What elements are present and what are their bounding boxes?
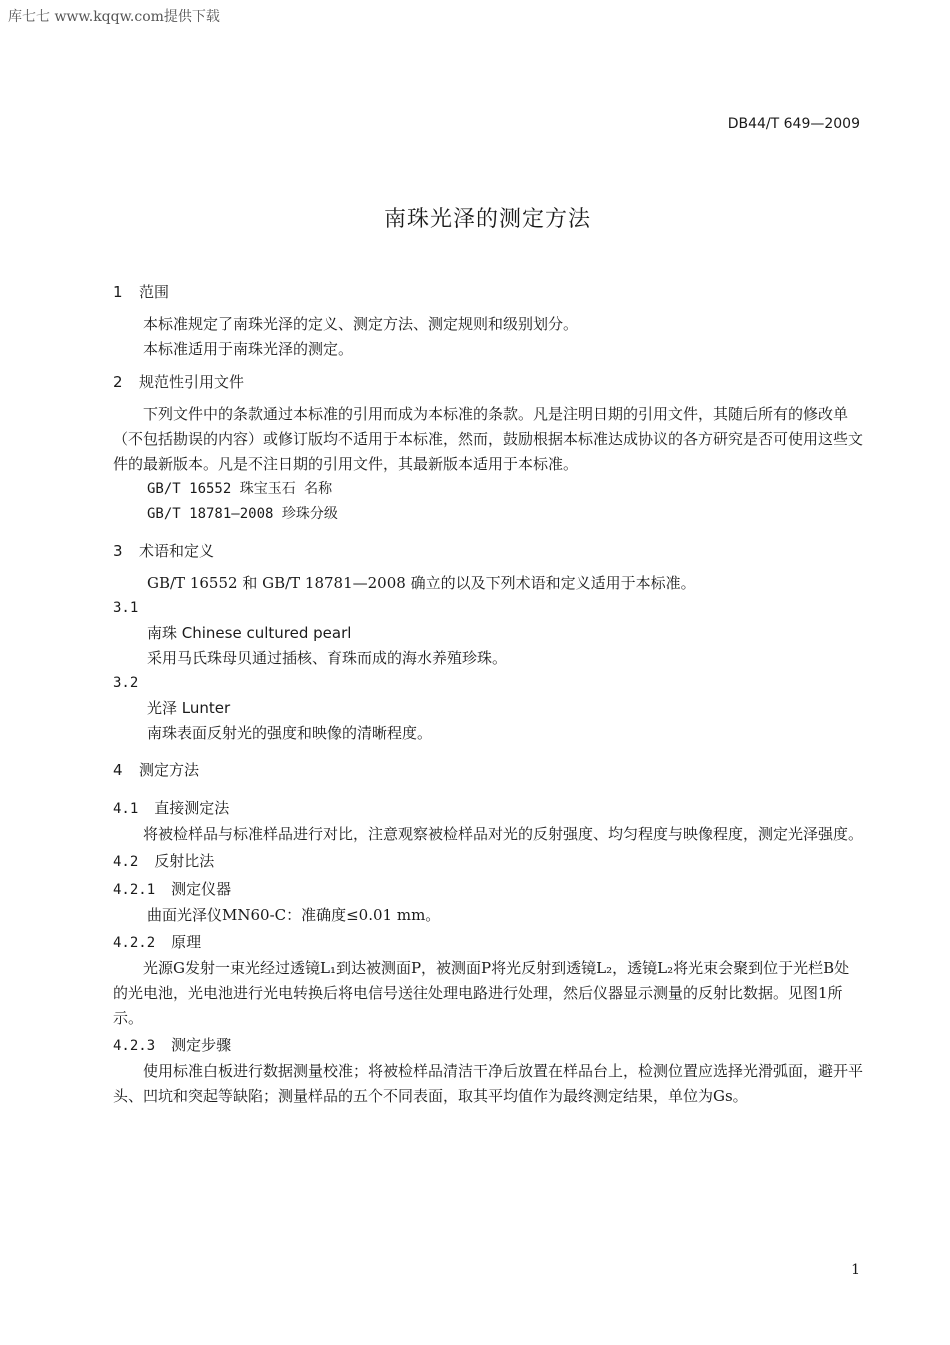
paragraph: 使用标准白板进行数据测量校准；将被检样品清洁干净后放置在样品台上，检测位置应选择光滑弧面，避开平头、凹坑和突起等缺陷；测量样品的五个不同表面，取其平均值作为最终测定结果，单位为Gs。 bbox=[113, 1062, 864, 1105]
subsection-heading bbox=[113, 847, 863, 875]
section-title: 规范性引用文件 bbox=[139, 373, 245, 391]
term-number: 3.1 bbox=[113, 600, 139, 616]
section-heading-scope bbox=[113, 278, 863, 306]
document-title: 南珠光泽的测定方法 bbox=[383, 207, 591, 232]
subsection-number: 4.2.2 bbox=[113, 935, 156, 951]
paragraph: 光源G发射一束光经过透镜L₁到达被测面P，被测面P将光反射到透镜L₂，透镜L₂将光束会聚到位于光栏B处的光电池，光电池进行光电转换后将电信号送往处理电路进行处理，然后仪器显示测量的反射比数据。见图1所示。 bbox=[113, 959, 850, 1027]
paragraph: 本标准规定了南珠光泽的定义、测定方法、测定规则和级别划分。 bbox=[143, 315, 579, 333]
document-body bbox=[113, 278, 863, 1109]
standard-code: DB44/T 649—2009 bbox=[727, 116, 860, 132]
section-title: 范围 bbox=[139, 283, 170, 301]
reference-item: GB/T 16552 珠宝玉石 名称 bbox=[147, 481, 333, 497]
subsection-title: 测定仪器 bbox=[171, 880, 232, 898]
subsection-number: 4.2 bbox=[113, 854, 139, 870]
page-number: 1 bbox=[851, 1262, 860, 1278]
section-number: 2 bbox=[113, 373, 123, 391]
term-definition: 采用马氏珠母贝通过插核、育珠而成的海水养殖珍珠。 bbox=[147, 649, 508, 667]
section-heading-terms bbox=[113, 537, 863, 565]
subsection-number: 4.2.1 bbox=[113, 882, 156, 898]
subsection-number: 4.2.3 bbox=[113, 1038, 156, 1054]
term-name: 光泽 Lunter bbox=[147, 699, 231, 717]
section-number: 1 bbox=[113, 283, 123, 301]
subsection-title: 测定步骤 bbox=[171, 1036, 232, 1054]
subsection-heading bbox=[113, 794, 863, 822]
subsection-heading bbox=[113, 928, 863, 956]
watermark-text: 库七七 www.kqqw.com提供下载 bbox=[8, 9, 220, 25]
paragraph: 将被检样品与标准样品进行对比，注意观察被检样品对光的反射强度、均匀程度与映像程度，测定光泽强度。 bbox=[143, 825, 864, 843]
subsection-number: 4.1 bbox=[113, 801, 139, 817]
reference-item: GB/T 18781—2008 珍珠分级 bbox=[147, 506, 338, 522]
section-number: 3 bbox=[113, 542, 123, 560]
subsection-title: 原理 bbox=[171, 933, 202, 951]
term-definition: 南珠表面反射光的强度和映像的清晰程度。 bbox=[147, 724, 433, 742]
paragraph: 曲面光泽仪MN60-C：准确度≤0.01 mm。 bbox=[147, 906, 441, 924]
section-number: 4 bbox=[113, 761, 123, 779]
section-heading-normative-references bbox=[113, 368, 863, 396]
term-number: 3.2 bbox=[113, 675, 139, 691]
paragraph: GB/T 16552 和 GB/T 18781—2008 确立的以及下列术语和定义适用于本标准。 bbox=[147, 574, 696, 592]
section-title: 术语和定义 bbox=[139, 542, 215, 560]
section-title: 测定方法 bbox=[139, 761, 200, 779]
subsection-title: 直接测定法 bbox=[154, 799, 230, 817]
subsection-heading bbox=[113, 875, 863, 903]
section-heading-methods bbox=[113, 756, 863, 784]
term-name: 南珠 Chinese cultured pearl bbox=[147, 624, 352, 642]
subsection-heading bbox=[113, 1031, 863, 1059]
paragraph: 下列文件中的条款通过本标准的引用而成为本标准的条款。凡是注明日期的引用文件，其随后所有的修改单（不包括勘误的内容）或修订版均不适用于本标准，然而，鼓励根据本标准达成协议的各方研究是否可使用这些文件的最新版本。凡是不注日期的引用文件，其最新版本适用于本标准。 bbox=[113, 405, 864, 473]
paragraph: 本标准适用于南珠光泽的测定。 bbox=[143, 340, 354, 358]
subsection-title: 反射比法 bbox=[154, 852, 215, 870]
